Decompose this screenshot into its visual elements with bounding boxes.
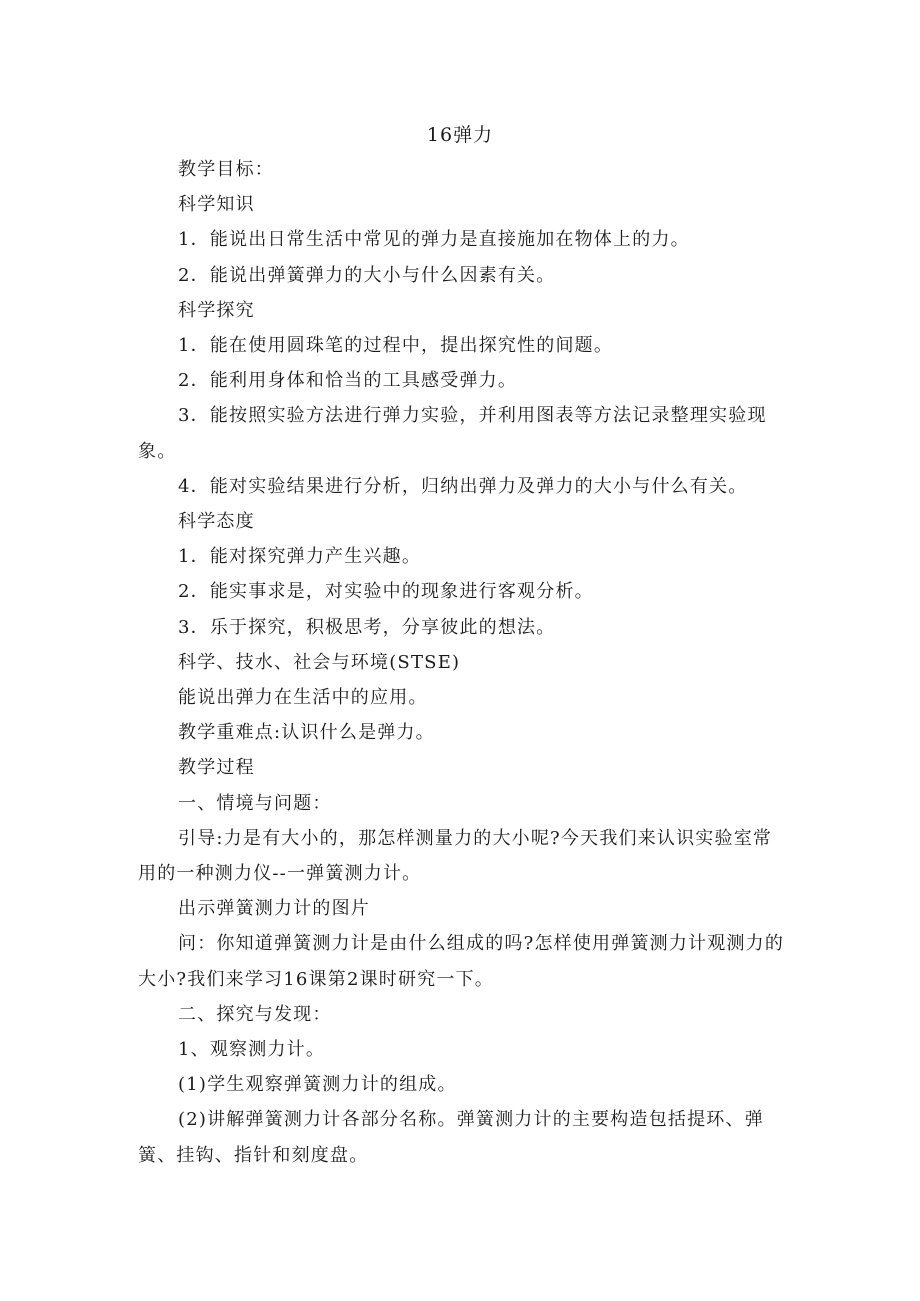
subheading-attitude: 科学态度 bbox=[178, 511, 255, 533]
paragraph: 4．能对实验结果进行分析，归纳出弹力及弹力的大小与什么有关。 bbox=[178, 475, 748, 497]
paragraph: 3．乐于探究，积极思考，分享彼此的想法。 bbox=[178, 616, 556, 638]
section-heading-explore: 二、探究与发现： bbox=[178, 1003, 332, 1025]
document-title: 16弹力 bbox=[426, 124, 494, 146]
paragraph: (1)学生观察弹簧测力计的组成。 bbox=[178, 1074, 457, 1096]
paragraph: 出示弹簧测力计的图片 bbox=[178, 898, 370, 920]
paragraph: (2)讲解弹簧测力计各部分名称。弹簧测力计的主要构造包括提环、弹簧、挂钩、指针和刻度盘。 bbox=[138, 1109, 764, 1166]
paragraph: 1、观察测力计。 bbox=[178, 1039, 326, 1061]
subheading-stse: 科学、技水、社会与环境(STSE) bbox=[178, 651, 461, 673]
paragraph-key-points: 教学重难点:认识什么是弹力。 bbox=[178, 722, 435, 744]
subheading-inquiry: 科学探究 bbox=[178, 299, 255, 321]
document-body bbox=[138, 152, 788, 1173]
paragraph: 引导:力是有大小的，那怎样测量力的大小呢?今天我们来认识实验室常用的一种测力仪--一弹簧测力计。 bbox=[138, 827, 773, 885]
section-heading-situation: 一、情境与问题： bbox=[178, 792, 332, 814]
section-heading-objectives: 教学目标： bbox=[178, 159, 274, 180]
paragraph: 1．能在使用圆珠笔的过程中，提出探究性的间题。 bbox=[178, 335, 614, 357]
paragraph: 3．能按照实验方法进行弹力实验，并利用图表等方法记录整理实验现象。 bbox=[138, 405, 767, 462]
paragraph: 2．能实事求是，对实验中的现象进行客观分析。 bbox=[178, 581, 594, 603]
subheading-knowledge: 科学知识 bbox=[178, 194, 255, 216]
section-heading-process: 教学过程 bbox=[178, 757, 255, 779]
paragraph: 1．能对探究弹力产生兴趣。 bbox=[178, 546, 422, 568]
paragraph: 问：你知道弹簧测力计是由什么组成的吗?怎样使用弹簧测力计观测力的大小?我们来学习16课第2课时研究一下。 bbox=[138, 933, 785, 990]
paragraph: 1．能说出日常生活中常见的弹力是直接施加在物体上的力。 bbox=[178, 229, 690, 251]
paragraph: 2．能说出弹簧弹力的大小与什么因素有关。 bbox=[178, 264, 556, 286]
paragraph: 能说出弹力在生活中的应用。 bbox=[178, 687, 428, 709]
paragraph: 2．能利用身体和恰当的工具感受弹力。 bbox=[178, 370, 518, 392]
